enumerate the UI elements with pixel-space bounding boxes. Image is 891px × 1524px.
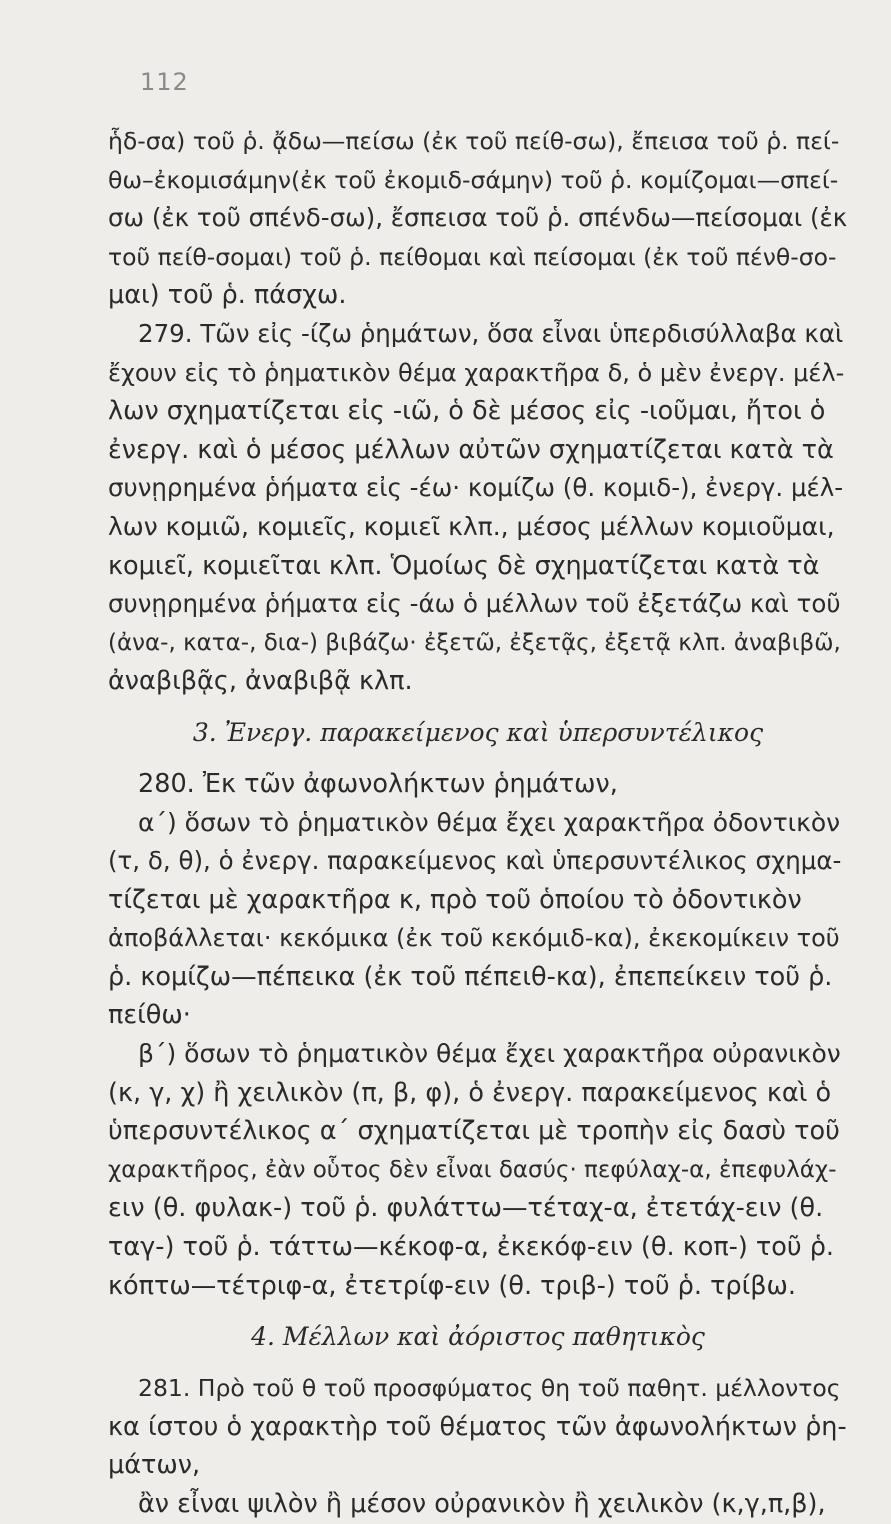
- section-heading-3: 3. Ἐνεργ. παρακείμενος καὶ ὑπερσυντέλικος: [192, 717, 764, 747]
- text-line: ἔχουν εἰς τὸ ῥηματικὸν θέμα χαρακτῆρα δ, ὁ μὲν ἐνεργ. μέλ-: [108, 358, 845, 387]
- text-line: λων κομιῶ, κομιεῖς, κομιεῖ κλπ., μέσος μέλλων κομιοῦμαι,: [108, 511, 835, 541]
- text-line: (τ, δ, θ), ὁ ἐνεργ. παρακείμενος καὶ ὑπερσυντέλικος σχημα-: [108, 846, 842, 876]
- text-line: μαι) τοῦ ῥ. πάσχω.: [108, 280, 347, 311]
- text-line: χαρακτῆρος, ἐὰν οὗτος δὲν εἶναι δασύς· πεφύλαχ-α, ἐπεφυλάχ-: [108, 1156, 837, 1183]
- text-line: (ἀνα-, κατα-, δια-) βιβάζω· ἐξετῶ, ἐξετᾷς, ἐξετᾷ κλπ. ἀναβιβῶ,: [108, 629, 841, 656]
- text-line: ειν (θ. φυλακ-) τοῦ ῥ. φυλάττω—τέταχ-α, ἐτετάχ-ειν (θ.: [108, 1193, 824, 1224]
- paragraph-281-start: 281. Πρὸ τοῦ θ τοῦ προσφύματος θη τοῦ παθητ. μέλλοντος: [138, 1374, 841, 1403]
- text-line: ἧδ-σα) τοῦ ῥ. ᾄδω—πείσω (ἐκ τοῦ πείθ-σω), ἔπεισα τοῦ ῥ. πεί-: [108, 127, 840, 155]
- section-heading-4: 4. Μέλλων καὶ ἀόριστος παθητικὸς: [251, 1322, 705, 1352]
- paragraph-280-start: 280. Ἐκ τῶν ἀφωνολήκτων ῥημάτων,: [138, 768, 618, 799]
- paragraph-279-start: 279. Τῶν εἰς -ίζω ῥημάτων, ὅσα εἶναι ὑπερδισύλλαβα καὶ: [138, 318, 844, 348]
- text-line: (κ, γ, χ) ἢ χειλικὸν (π, β, φ), ὁ ἐνεργ. παρακείμενος καὶ ὁ: [108, 1077, 832, 1108]
- text-line: ὑπερσυντέλικος α΄ σχηματίζεται μὲ τροπὴν εἰς δασὺ τοῦ: [108, 1116, 840, 1147]
- text-line: τοῦ πείθ-σομαι) τοῦ ῥ. πείθομαι καὶ πείσομαι (ἐκ τοῦ πένθ-σο-: [108, 242, 837, 271]
- subsection-beta: β΄) ὅσων τὸ ῥηματικὸν θέμα ἔχει χαρακτῆρα οὐρανικὸν: [138, 1039, 841, 1069]
- subsection-alpha: α΄) ὅσων τὸ ῥηματικὸν θέμα ἔχει χαρακτῆρα ὀδοντικὸν: [138, 807, 841, 837]
- text-line: συνῃρημένα ῥήματα εἰς -έω· κομίζω (θ. κομιδ-), ἐνεργ. μέλ-: [108, 473, 844, 503]
- text-line: ῥ. κομίζω—πέπεικα (ἐκ τοῦ πέπειθ-κα), ἐπεπείκειν τοῦ ῥ.: [108, 961, 833, 992]
- text-line: τίζεται μὲ χαρακτῆρα κ, πρὸ τοῦ ὁποίου τὸ ὀδοντικὸν: [108, 884, 802, 915]
- page-number: 112: [140, 68, 189, 96]
- text-line: θω–ἐκομισάμην(ἐκ τοῦ ἐκομιδ-σάμην) τοῦ ῥ. κομίζομαι—σπεί-: [108, 165, 839, 194]
- text-line: ἂν εἶναι ψιλὸν ἢ μέσον οὐρανικὸν ἢ χειλικὸν (κ,γ,π,β),: [138, 1489, 826, 1519]
- text-line: κομιεῖ, κομιεῖται κλπ. Ὁμοίως δὲ σχηματίζεται κατὰ τὰ: [108, 550, 820, 581]
- text-line: ταγ-) τοῦ ῥ. τάττω—κέκοφ-α, ἐκεκόφ-ειν (θ. κοπ-) τοῦ ῥ.: [108, 1232, 835, 1263]
- text-line: μάτων,: [108, 1450, 201, 1481]
- text-line: ἐνεργ. καὶ ὁ μέσος μέλλων αὐτῶν σχηματίζεται κατὰ τὰ: [108, 434, 834, 465]
- body-text: [108, 122, 848, 1524]
- text-line: πείθω·: [108, 1000, 191, 1031]
- text-line: ἀναβιβᾷς, ἀναβιβᾷ κλπ.: [108, 666, 413, 697]
- text-line: κα ίστου ὁ χαρακτὴρ τοῦ θέματος τῶν ἀφωνολήκτων ῥη-: [108, 1411, 847, 1442]
- text-line: κόπτω—τέτριφ-α, ἐτετρίφ-ειν (θ. τριβ-) τοῦ ῥ. τρίβω.: [108, 1270, 796, 1301]
- text-line: λων σχηματίζεται εἰς -ιῶ, ὁ δὲ μέσος εἰς -ιοῦμαι, ἤτοι ὁ: [108, 396, 826, 427]
- text-line: ἀποβάλλεται· κεκόμικα (ἐκ τοῦ κεκόμιδ-κα), ἐκεκομίκειν τοῦ: [108, 924, 840, 953]
- text-line: συνῃρημένα ῥήματα εἰς -άω ὁ μέλλων τοῦ ἐξετάζω καὶ τοῦ: [108, 589, 841, 619]
- text-line: σω (ἐκ τοῦ σπένδ-σω), ἔσπεισα τοῦ ῥ. σπένδω—πείσομαι (ἐκ: [108, 203, 848, 233]
